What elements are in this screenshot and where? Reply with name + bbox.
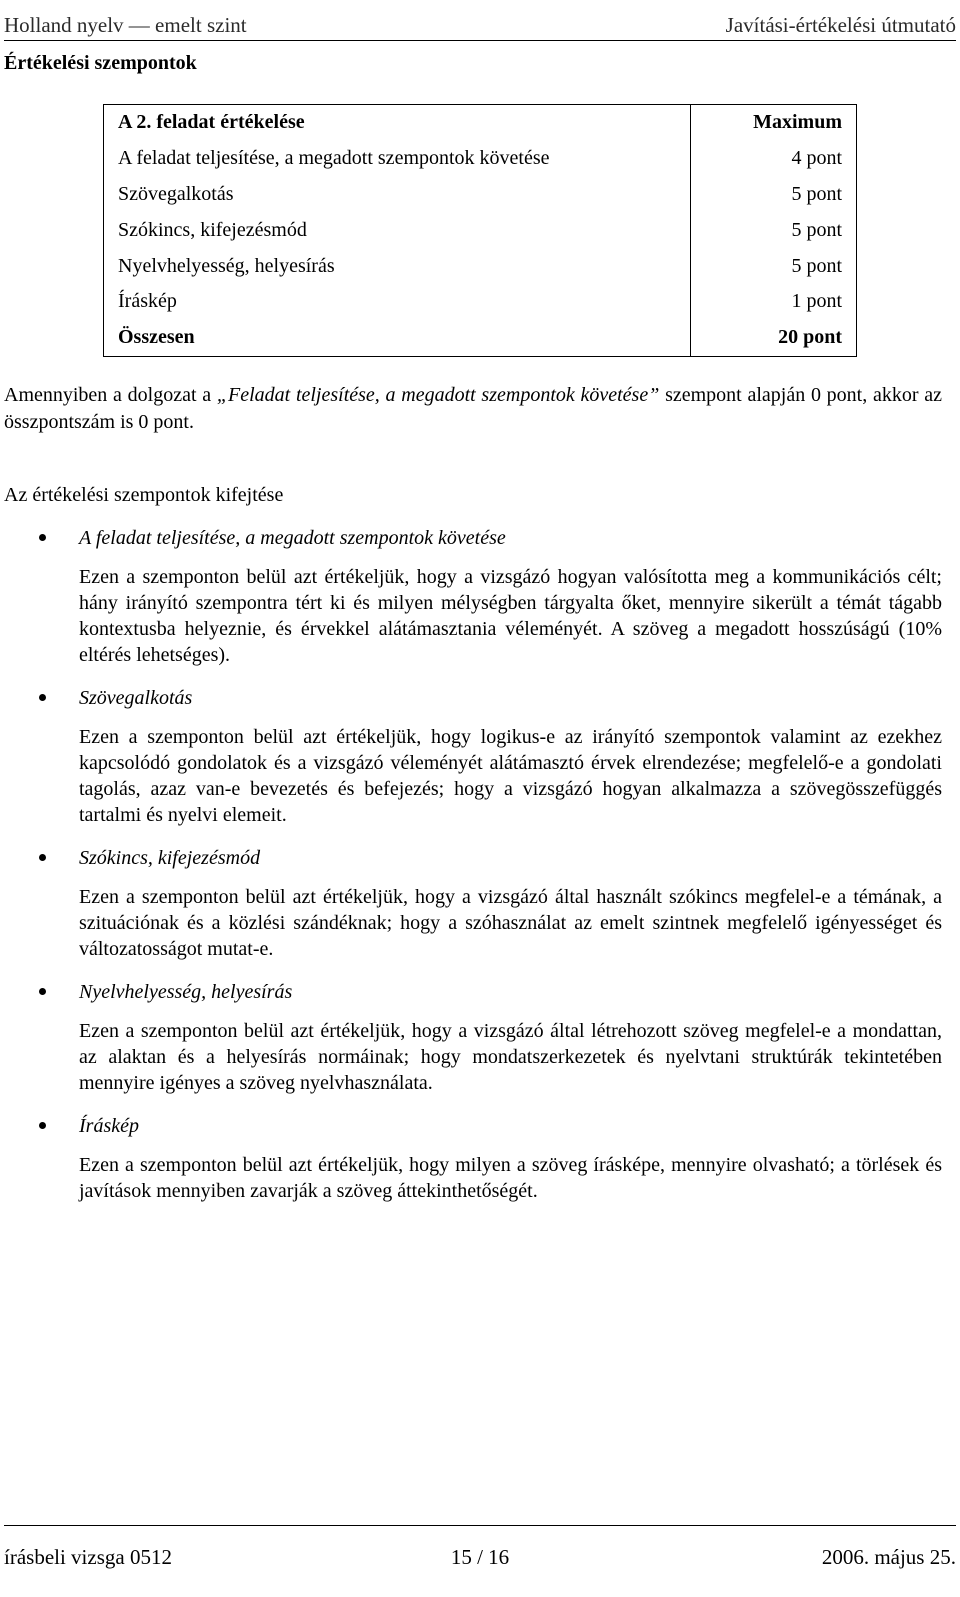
criterion-title: A feladat teljesítése, a megadott szempontok követése xyxy=(79,527,506,549)
bullet-icon xyxy=(39,988,46,995)
table-cell-points: 4 pont xyxy=(791,147,842,170)
note-emphasis: „Feladat teljesítése, a megadott szempontok követése” xyxy=(216,384,660,406)
table-cell-points: 1 pont xyxy=(791,290,842,313)
bullet-icon xyxy=(39,694,46,701)
table-header-criterion: A 2. feladat értékelése xyxy=(104,105,691,141)
footer-exam-code: írásbeli vizsga 0512 xyxy=(4,1544,172,1569)
criteria-list xyxy=(0,524,942,1220)
list-item xyxy=(0,684,942,828)
table-total-row xyxy=(104,320,857,356)
page-header xyxy=(4,0,956,38)
scoring-table xyxy=(103,104,857,357)
table-cell-criterion: Szókincs, kifejezésmód xyxy=(104,212,691,248)
section-title: Értékelési szempontok xyxy=(4,52,197,74)
header-guide-title: Javítási-értékelési útmutató xyxy=(725,13,956,37)
page-footer xyxy=(4,1542,956,1572)
criterion-description: Ezen a szemponton belül azt értékeljük, hogy a vizsgázó által használt szókincs megfelel-e a témának, a szituációnak és a közlési szándéknak; hogy a szóhasználat az emelt szintnek megfelelő igényességet és változatosságot mutat-e. xyxy=(79,886,942,960)
zero-point-note xyxy=(4,382,942,436)
table-cell-points: 5 pont xyxy=(791,218,842,241)
criterion-description: Ezen a szemponton belül azt értékeljük, hogy a vizsgázó által létrehozott szöveg megfelel-e a mondattan, az alaktan és a helyesírás normáinak; hogy mondatszerkezetek és nyelvtani struktúrák tekintetében mennyire igényes a szöveg nyelvhasználata. xyxy=(79,1020,942,1094)
footer-date: 2006. május 25. xyxy=(821,1544,956,1569)
criterion-title: Szövegalkotás xyxy=(79,687,193,709)
table-cell-criterion: Íráskép xyxy=(104,284,691,320)
list-item xyxy=(0,844,942,962)
table-row xyxy=(104,248,857,284)
table-cell-criterion: Szövegalkotás xyxy=(104,177,691,213)
table-cell-criterion: A feladat teljesítése, a megadott szempontok követése xyxy=(104,141,691,177)
note-text-before: Amennyiben a dolgozat a xyxy=(4,384,217,406)
table-row xyxy=(104,177,857,213)
criterion-title: Szókincs, kifejezésmód xyxy=(79,847,261,869)
table-row xyxy=(104,284,857,320)
table-total-label: Összesen xyxy=(104,320,691,356)
header-exam-title: Holland nyelv — emelt szint xyxy=(4,13,247,37)
criterion-title: Íráskép xyxy=(79,1115,139,1137)
header-divider xyxy=(4,40,956,41)
list-item xyxy=(0,524,942,668)
criterion-description: Ezen a szemponton belül azt értékeljük, hogy milyen a szöveg írásképe, mennyire olvasható; a törlések és javítások mennyiben zavarják a szöveg áttekinthetőségét. xyxy=(79,1154,942,1202)
table-total-points: 20 pont xyxy=(778,326,842,349)
bullet-icon xyxy=(39,854,46,861)
table-cell-points: 5 pont xyxy=(791,182,842,205)
criterion-description: Ezen a szemponton belül azt értékeljük, hogy a vizsgázó hogyan valósította meg a kommunikációs célt; hány irányító szempontra tért ki és milyen mélységben tárgyalta őket, mennyire sikerült a témát tágabb kontextusba helyeznie, és érvekkel alátámasztania véleményét. A szöveg a megadott hosszúságú (10% eltérés lehetséges). xyxy=(79,566,942,666)
list-item xyxy=(0,1112,942,1204)
table-row xyxy=(104,212,857,248)
footer-page-number: 15 / 16 xyxy=(450,1544,510,1569)
criterion-description: Ezen a szemponton belül azt értékeljük, hogy logikus-e az irányító szempontok valamint az ezekhez kapcsolódó gondolatok és a vizsgázó véleményét alátámasztó érvek elrendezése; megfelelő-e a gondolati tagolás, azaz van-e bevezetés és befejezés; hogy a vizsgázó hogyan alkalmazza a szövegösszefüggés tartalmi és nyelvi elemeit. xyxy=(79,726,942,826)
table-cell-criterion: Nyelvhelyesség, helyesírás xyxy=(104,248,691,284)
bullet-icon xyxy=(39,534,46,541)
explanation-title: Az értékelési szempontok kifejtése xyxy=(4,484,284,506)
bullet-icon xyxy=(39,1122,46,1129)
table-header-points: Maximum xyxy=(753,111,842,134)
list-item xyxy=(0,978,942,1096)
footer-divider xyxy=(4,1525,956,1526)
table-header-row xyxy=(104,105,857,141)
table-row xyxy=(104,141,857,177)
note-text-after: szempont alapján 0 pont, akkor az összpontszám is 0 pont. xyxy=(4,384,942,433)
table-cell-points: 5 pont xyxy=(791,254,842,277)
criterion-title: Nyelvhelyesség, helyesírás xyxy=(79,981,293,1003)
